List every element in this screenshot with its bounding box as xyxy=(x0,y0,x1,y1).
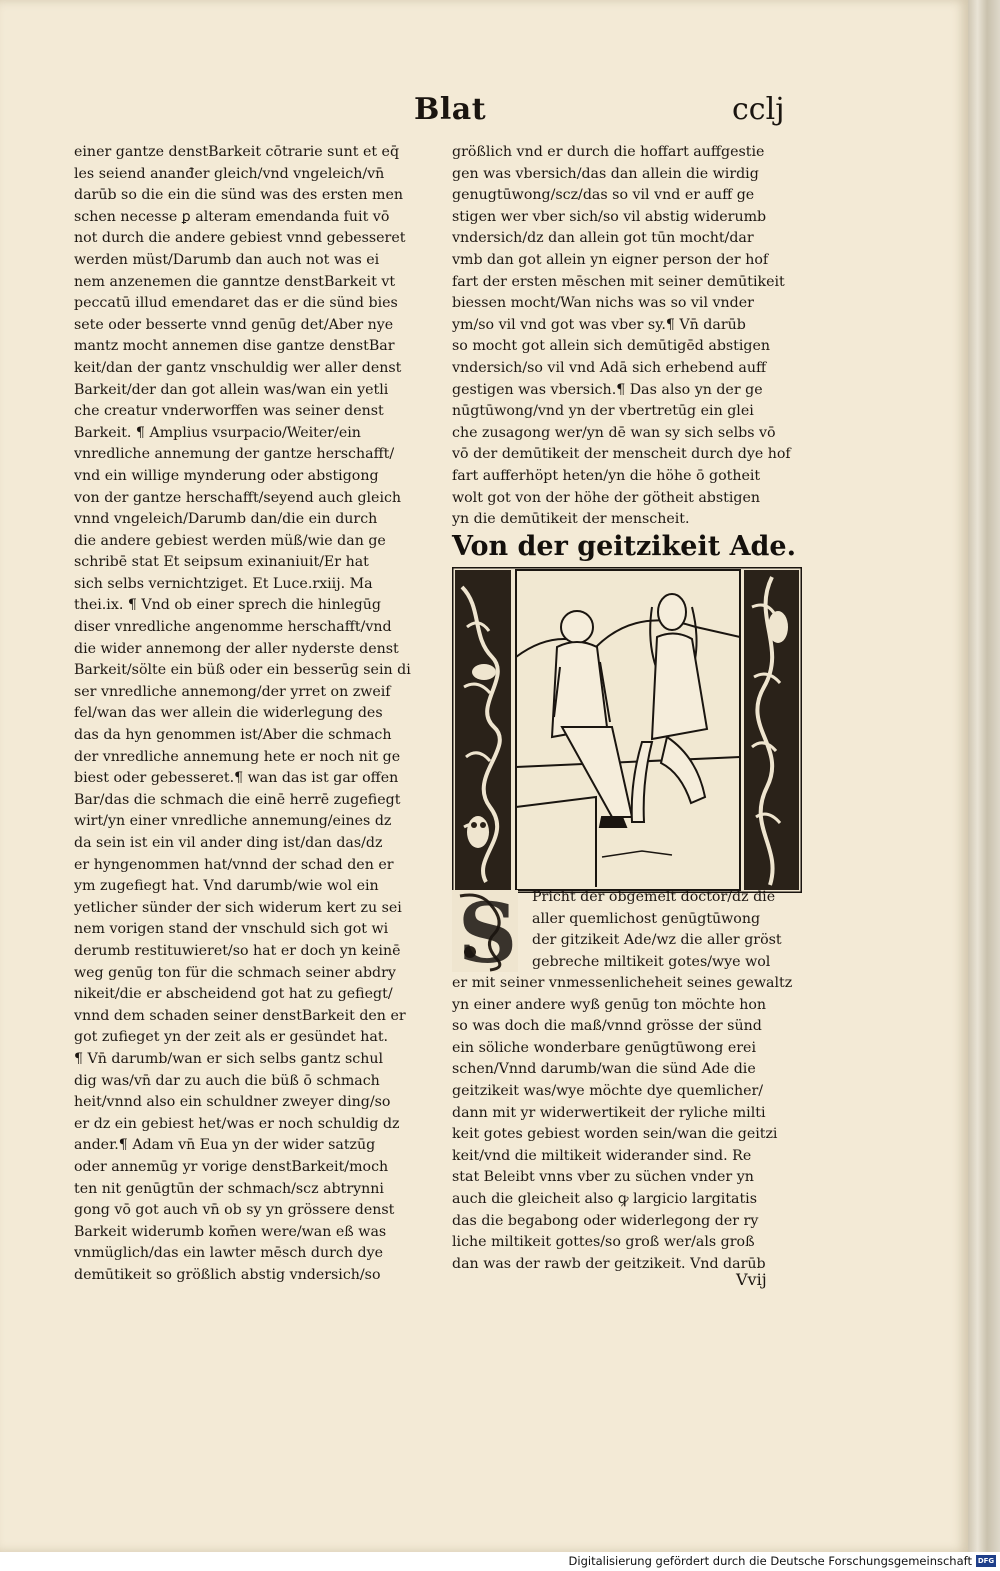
text-line: che creatur vnderworffen was seiner denst xyxy=(74,403,384,420)
text-line: keit/dan der gantz vnschuldig wer aller denst xyxy=(74,359,402,376)
text-line: not durch die andere gebiest vnnd gebesseret xyxy=(74,230,406,247)
text-line: das die begabong oder widerlegong der ry xyxy=(452,1212,759,1229)
text-line: nūgtūwong/vnd yn der vbertretūg ein glei xyxy=(452,403,754,420)
text-line: Barkeit/sölte ein büß oder ein besserūg sein di xyxy=(74,662,411,679)
section-heading: Von der geitzikeit Ade. xyxy=(452,531,796,562)
text-line: wolt got von der höhe der götheit abstigen xyxy=(452,489,761,506)
text-line: fart der ersten mēschen mit seiner demūtikeit xyxy=(452,273,785,290)
text-line: auch die gleicheit also ꝙ largicio largitatis xyxy=(452,1190,757,1207)
text-line: der gitzikeit Ade/wz die aller gröst xyxy=(532,932,782,949)
signature-mark: Vvij xyxy=(736,1270,767,1289)
text-line: ¶ Vn̄ darumb/wan er sich selbs gantz schul xyxy=(74,1050,384,1067)
text-line: demūtikeit so größlich abstig vndersich/so xyxy=(74,1266,381,1283)
text-line: er hyngenommen hat/vnnd der schad den er xyxy=(74,856,394,873)
folio-number: cclj xyxy=(732,92,785,127)
text-line: werden müst/Darumb dan auch not was ei xyxy=(74,251,380,268)
text-line: vō der demūtikeit der menscheit durch dye hof xyxy=(452,446,791,463)
right-text-column-bottom xyxy=(452,973,808,1275)
text-line: schen/Vnnd darumb/wan die sünd Ade die xyxy=(452,1061,756,1078)
text-line: genugtūwong/scz/das so vil vnd er auff ge xyxy=(452,187,755,204)
text-line: nikeit/die er abscheidend got hat zu gefiegt/ xyxy=(74,986,393,1003)
text-line: gen was vbersich/das dan allein die wirdig xyxy=(452,165,759,182)
text-line: sich selbs vernichtziget. Et Luce.rxiij. Ma xyxy=(74,575,373,592)
text-line: vnredliche annemung der gantze herschafft/ xyxy=(74,446,395,463)
footer-bar xyxy=(0,1552,1000,1571)
text-line: liche miltikeit gottes/so groß wer/als groß xyxy=(452,1234,755,1251)
text-line: nem vorigen stand der vnschuld sich got wi xyxy=(74,921,389,938)
text-line: dig was/vn̄ dar zu auch die büß ō schmach xyxy=(74,1072,380,1089)
text-line: die andere gebiest werden müß/wie dan ge xyxy=(74,532,386,549)
text-line: vmb dan got allein yn eigner person der hof xyxy=(452,251,769,268)
text-line: stigen wer vber sich/so vil abstig widerumb xyxy=(452,208,767,225)
text-line: vnd ein willige mynderung oder abstigong xyxy=(74,467,379,484)
text-line: biest oder gebesseret.¶ wan das ist gar offen xyxy=(74,770,399,787)
text-line: geitzikeit was/wye möchte dye quemlicher/ xyxy=(452,1082,764,1099)
page-edge xyxy=(968,0,1000,1552)
text-line: nem anzenemen die ganntze denstBarkeit vt xyxy=(74,273,396,290)
text-line: got zufieget yn der zeit als er gesündet hat. xyxy=(74,1029,389,1046)
left-text-column xyxy=(74,142,430,1286)
text-line: dann mit yr widerwertikeit der ryliche milti xyxy=(452,1104,766,1121)
text-line: Barkeit/der dan got allein was/wan ein yetli xyxy=(74,381,389,398)
text-line: darūb so die ein die sünd was des ersten men xyxy=(74,187,404,204)
dfg-logo: DFG xyxy=(977,1557,995,1565)
text-line: größlich vnd er durch die hoffart auffgestie xyxy=(452,144,765,160)
text-line: schen necesse ꝑ alteram emendanda fuit vō xyxy=(74,208,390,225)
text-line: die wider annemong der aller nyderste denst xyxy=(74,640,399,657)
text-line: derumb restituwieret/so hat er doch yn keinē xyxy=(74,942,401,959)
text-line: er dz ein gebiest het/was er noch schuldig dz xyxy=(74,1115,400,1132)
text-line: mantz mocht annemen dise gantze denstBar xyxy=(74,338,395,355)
text-line: dan was der rawb der geitzikeit. Vnd darūb xyxy=(452,1255,766,1272)
text-line: Pricht der obgemelt doctor/dz die xyxy=(532,889,776,905)
text-line: vnmüglich/das ein lawter mēsch durch dye xyxy=(74,1245,384,1262)
text-line: heit/vnnd also ein schuldner zweyer ding/so xyxy=(74,1094,391,1111)
text-line: stat Beleibt vnns vber zu süchen vnder yn xyxy=(452,1169,754,1186)
text-line: yn einer andere wyß genūg ton möchte hon xyxy=(452,996,767,1013)
text-line: les seiend ananđer gleich/vnd vngeleich/vn̄ xyxy=(74,165,385,182)
initial-letter: S xyxy=(458,890,518,972)
text-line: ser vnredliche annemong/der yrret on zweif xyxy=(74,683,391,700)
text-line: ander.¶ Adam vn̄ Eua yn der wider satzūg xyxy=(74,1137,376,1154)
right-text-column-top xyxy=(452,142,804,531)
text-line: keit/vnd die miltikeit widerander sind. Re xyxy=(452,1147,752,1164)
right-text-column-indented xyxy=(532,887,808,973)
text-line: oder annemūg yr vorige denstBarkeit/moch xyxy=(74,1158,389,1175)
text-line: sete oder besserte vnnd genūg det/Aber nye xyxy=(74,316,394,333)
bird-icon xyxy=(472,664,496,680)
text-line: vndersich/dz dan allein got tūn mocht/dar xyxy=(452,230,754,247)
text-line: er mit seiner vnmessenlicheheit seines gewaltz xyxy=(452,975,793,991)
text-line: che zusagong wer/yn dē wan sy sich selbs vō xyxy=(452,424,776,441)
text-line: da sein ist ein vil ander ding ist/dan das/dz xyxy=(74,835,383,851)
text-line: so was doch die maß/vnnd grösse der sünd xyxy=(452,1018,762,1035)
text-line: das da hyn genommen ist/Aber die schmach xyxy=(74,727,392,744)
text-line: Barkeit. ¶ Amplius vsurpacio/Weiter/ein xyxy=(74,424,361,441)
text-line: ten nit genūgtūn der schmach/scz abtrynni xyxy=(74,1180,384,1197)
text-line: yn die demūtikeit der menscheit. xyxy=(452,511,690,528)
woodcut-illustration xyxy=(452,567,802,893)
text-line: Barkeit widerumb kom̄en were/wan eß was xyxy=(74,1223,387,1240)
text-line: ym/so vil vnd got was vber sy.¶ Vn̄ darūb xyxy=(452,316,746,333)
text-line: vndersich/so vil vnd Adā sich erhebend auff xyxy=(452,359,767,376)
text-line: vnnd dem schaden seiner denstBarkeit den er xyxy=(74,1007,406,1024)
parrot-icon xyxy=(768,611,788,643)
footer-credit: Digitalisierung gefördert durch die Deutsche Forschungsgemeinschaft xyxy=(568,1554,972,1568)
decorated-initial xyxy=(452,890,518,972)
text-line: wirt/yn einer vnredliche annemung/eines dz xyxy=(74,813,392,830)
text-line: fel/wan das wer allein die widerlegung des xyxy=(74,705,383,722)
text-line: der vnredliche annemung hete er noch nit ge xyxy=(74,748,401,765)
text-line: thei.ix. ¶ Vnd ob einer sprech die hinlegūg xyxy=(74,597,381,614)
text-line: biessen mocht/Wan nichs was so vil vnder xyxy=(452,295,754,312)
text-line: ein söliche wonderbare genūgtūwong erei xyxy=(452,1039,756,1056)
text-line: keit gotes gebiest worden sein/wan die geitzi xyxy=(452,1126,778,1143)
text-line: Bar/das die schmach die einē herrē zugefiegt xyxy=(74,791,401,808)
text-line: so mocht got allein sich demūtigēd abstigen xyxy=(452,338,771,355)
running-head-title: Blat xyxy=(414,92,487,127)
text-line: weg genūg ton für die schmach seiner abdry xyxy=(74,964,396,981)
text-line: diser vnredliche angenomme herschafft/vnd xyxy=(74,619,392,636)
text-line: ym zugefiegt hat. Vnd darumb/wie wol ein xyxy=(74,878,379,895)
text-line: yetlicher sünder der sich widerum kert zu sei xyxy=(74,899,402,916)
text-line: gong vō got auch vn̄ ob sy yn grössere denst xyxy=(74,1202,395,1219)
text-line: einer gantze denstBarkeit cōtrarie sunt et eq̄ xyxy=(74,144,400,160)
text-line: peccatū illud emendaret das er die sünd bies xyxy=(74,295,398,312)
text-line: von der gantze herschafft/seyend auch gleich xyxy=(74,489,402,506)
text-line: fart aufferhöpt heten/yn die höhe ō gotheit xyxy=(452,467,761,484)
owl-icon xyxy=(467,816,489,848)
text-line: gestigen was vbersich.¶ Das also yn der ge xyxy=(452,381,763,398)
text-line: schribē stat Et seipsum exinaniuit/Er hat xyxy=(74,554,369,571)
text-line: aller quemlichost genūgtūwong xyxy=(532,910,761,927)
text-line: gebreche miltikeit gotes/wye wol xyxy=(532,953,771,970)
text-line: vnnd vngeleich/Darumb dan/die ein durch xyxy=(74,511,378,528)
